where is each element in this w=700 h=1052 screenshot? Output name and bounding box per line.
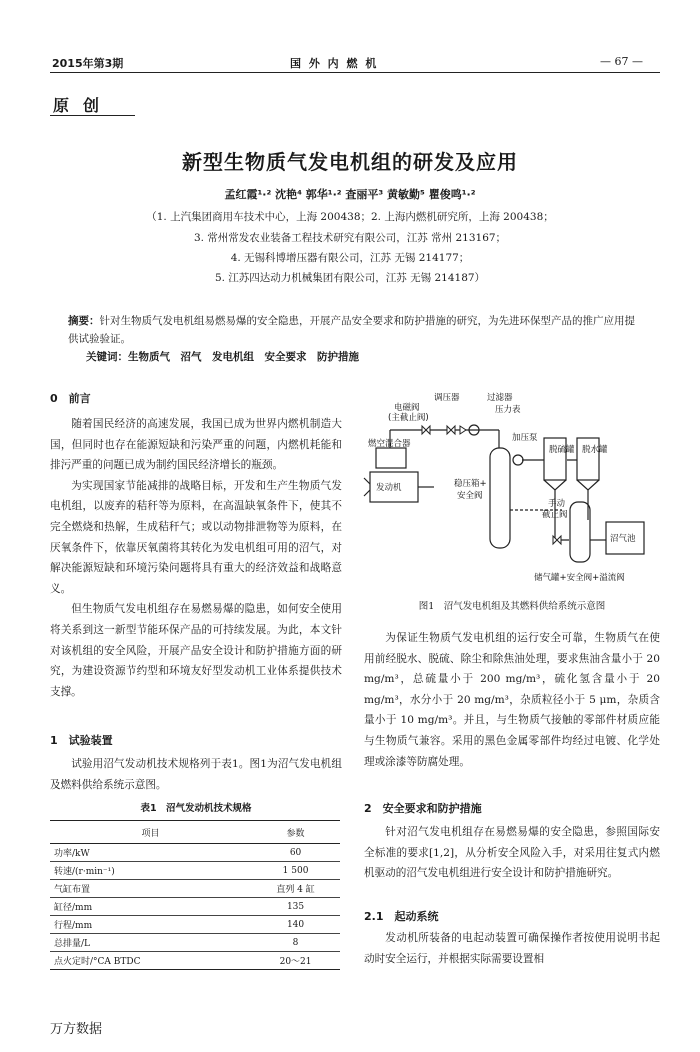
affiliation-line: 5. 江苏四达动力机械集团有限公司，江苏 无锡 214187） xyxy=(214,272,486,284)
diagram-label: 过滤器 xyxy=(487,393,513,403)
issue-label: 2015年第3期 xyxy=(52,57,124,70)
diagram-label: 手动 xyxy=(548,499,566,509)
paragraph: 为保证生物质气发电机组的运行安全可靠，生物质气在使用前经脱水、脱硫、除尘和除焦油处理，要求焦油含量小于 20 mg/m³，总硫量小于 200 mg/m³，硫化氢含量小于 20 mg/m³，水分小于 20 mg/m³，杂质粒径小于 5 μm，杂质含量小于 10 mg/m³。并且，与生物质气接触的零部件材质应能与生物质气兼容。采用的黑色金属零部件均经过电镀、化学处理或涂漆等防腐处理。 xyxy=(364,632,660,768)
table-cell: 135 xyxy=(251,898,340,916)
table-header-cell: 参数 xyxy=(251,821,340,844)
table-row xyxy=(50,862,340,880)
figure-caption: 图1 沼气发电机组及其燃料供给系统示意图 xyxy=(418,601,606,612)
table-row xyxy=(50,880,340,898)
sec1-heading: 1 试验装置 xyxy=(50,734,113,747)
table-caption: 表1 沼气发动机技术规格 xyxy=(140,803,252,814)
table-cell: 气缸布置 xyxy=(50,880,251,898)
table-cell: 转速/(r·min⁻¹) xyxy=(50,862,251,880)
diagram-label: 调压器 xyxy=(434,393,460,403)
manual-valve-icon xyxy=(553,536,561,544)
diagram-label: 稳压箱+ xyxy=(454,479,487,489)
table-row xyxy=(50,898,340,916)
footer-watermark: 万方数据 xyxy=(50,1022,103,1037)
table-cell: 140 xyxy=(251,916,340,934)
table-cell: 缸径/mm xyxy=(50,898,251,916)
keywords-text: 生物质气 沼气 发电机组 安全要求 防护措施 xyxy=(128,351,359,363)
stabilizer-tank xyxy=(490,448,510,548)
diagram-label: 脱硫罐 xyxy=(549,445,575,455)
table-row xyxy=(50,934,340,952)
exhaust-fins xyxy=(364,478,370,496)
table-cell: 20～21 xyxy=(251,952,340,970)
table-cell: 直列 4 缸 xyxy=(251,880,340,898)
diagram-label: (主截止阀) xyxy=(388,413,429,423)
table-cell: 总排量/L xyxy=(50,934,251,952)
storage-tank xyxy=(570,502,590,562)
diagram-label: 安全阀 xyxy=(457,491,483,501)
sec21-heading: 2.1 起动系统 xyxy=(364,910,439,923)
quality-paragraph xyxy=(364,628,660,772)
affiliation-line: （1. 上汽集团商用车技术中心，上海 200438；2. 上海内燃机研究所，上海 200438； xyxy=(146,211,554,223)
sec2-heading: 2 安全要求和防护措施 xyxy=(364,802,482,815)
fuel-system-diagram xyxy=(362,390,662,590)
paper-title: 新型生物质气发电机组的研发及应用 xyxy=(182,150,518,174)
section-tag-underline xyxy=(50,115,135,116)
diagram-label: 储气罐+安全阀+溢流阀 xyxy=(534,573,625,583)
keywords-label: 关键词： xyxy=(86,351,128,363)
section-tag: 原创 xyxy=(53,96,114,115)
sec0-heading: 0 前言 xyxy=(50,392,91,405)
paragraph: 发动机所装备的电起动装置可确保操作者按使用说明书起动时安全运行，并根据实际需要设置相 xyxy=(364,932,660,965)
paragraph: 试验用沼气发动机技术规格列于表1。图1为沼气发电机组及燃料供给系统示意图。 xyxy=(50,758,342,791)
journal-name: 国 外 内 燃 机 xyxy=(290,57,379,70)
abstract-label: 摘要： xyxy=(68,315,100,327)
affiliation-line: 3. 常州常发农业装备工程技术研究有限公司，江苏 常州 213167； xyxy=(193,232,507,244)
table-row xyxy=(50,916,340,934)
table-cell: 行程/mm xyxy=(50,916,251,934)
filter-icon xyxy=(460,426,466,434)
table-cell: 60 xyxy=(251,844,340,862)
sec1-body xyxy=(50,754,342,795)
keywords xyxy=(86,349,359,364)
diagram-label: 沼气池 xyxy=(610,534,636,544)
paragraph: 随着国民经济的高速发展，我国已成为世界内燃机制造大国，但同时也存在能源短缺和污染严重的问题，内燃机耗能和排污严重的问题已成为制约国民经济增长的瓶颈。 xyxy=(50,418,342,472)
paragraph: 为实现国家节能减排的战略目标，开发和生产生物质气发电机组，以废弃的秸秆等为原料，在高温缺氧条件下，使其不完全燃烧和热解，生成秸秆气；或以动物排泄物等为原料，在厌氧条件下，依靠厌氧菌将其转化为发电机组可用的沼气，对解决能源短缺和环境污染问题将具有重大的经济效益和战略意义。 xyxy=(50,479,342,595)
motor-icon xyxy=(513,455,523,465)
sec21-body xyxy=(364,928,660,969)
page-number: — 67 — xyxy=(600,55,643,68)
abstract xyxy=(68,312,638,348)
diagram-label: 电磁阀 xyxy=(394,403,420,413)
regulator-valve-icon xyxy=(447,426,455,434)
diagram-label: 加压泵 xyxy=(512,433,538,443)
diagram-label: 发动机 xyxy=(376,483,402,493)
sec0-body xyxy=(50,414,342,702)
table-header-cell: 项目 xyxy=(50,821,251,844)
table-row xyxy=(50,844,340,862)
author-list: 孟红霞¹·² 沈艳⁴ 郭华¹·² 査丽平³ 黄敏勤⁵ 瞿俊鸣¹·² xyxy=(224,188,476,201)
table-cell: 功率/kW xyxy=(50,844,251,862)
diagram-label: 压力表 xyxy=(495,405,521,415)
spec-table xyxy=(50,820,340,970)
paragraph: 针对沼气发电机组存在易燃易爆的安全隐患，参照国际安全标准的要求[1,2]，从分析安全风险入手，对采用往复式内燃机驱动的沼气发电机组进行安全设计和防护措施研究。 xyxy=(364,826,660,880)
header-rule xyxy=(50,72,660,73)
sec2-body xyxy=(364,822,660,884)
abstract-text: 针对生物质气发电机组易燃易爆的安全隐患，开展产品安全要求和防护措施的研究，为先进环保型产品的推广应用提供试验验证。 xyxy=(68,315,635,345)
table-cell: 8 xyxy=(251,934,340,952)
table-cell: 点火定时/°CA BTDC xyxy=(50,952,251,970)
mixer-box xyxy=(376,448,406,468)
table-cell: 1 500 xyxy=(251,862,340,880)
diagram-label: 脱水罐 xyxy=(582,445,608,455)
table-header-row xyxy=(50,821,340,844)
diagram-label: 燃空混合器 xyxy=(368,439,411,449)
diagram-label: 截止阀 xyxy=(542,510,568,520)
solenoid-valve-icon xyxy=(422,426,430,434)
table-row xyxy=(50,952,340,970)
affiliation-line: 4. 无锡科博增压器有限公司，江苏 无锡 214177； xyxy=(230,252,470,264)
paragraph: 但生物质气发电机组存在易燃易爆的隐患，如何安全使用将关系到这一新型节能环保产品的可持续发展。为此，本文针对该机组的安全风险，开展产品安全设计和防护措施方面的研究，为建设资源节约型和环境友好型发动机工业体系提供技术支撑。 xyxy=(50,603,342,698)
tank-bottoms xyxy=(544,480,599,490)
